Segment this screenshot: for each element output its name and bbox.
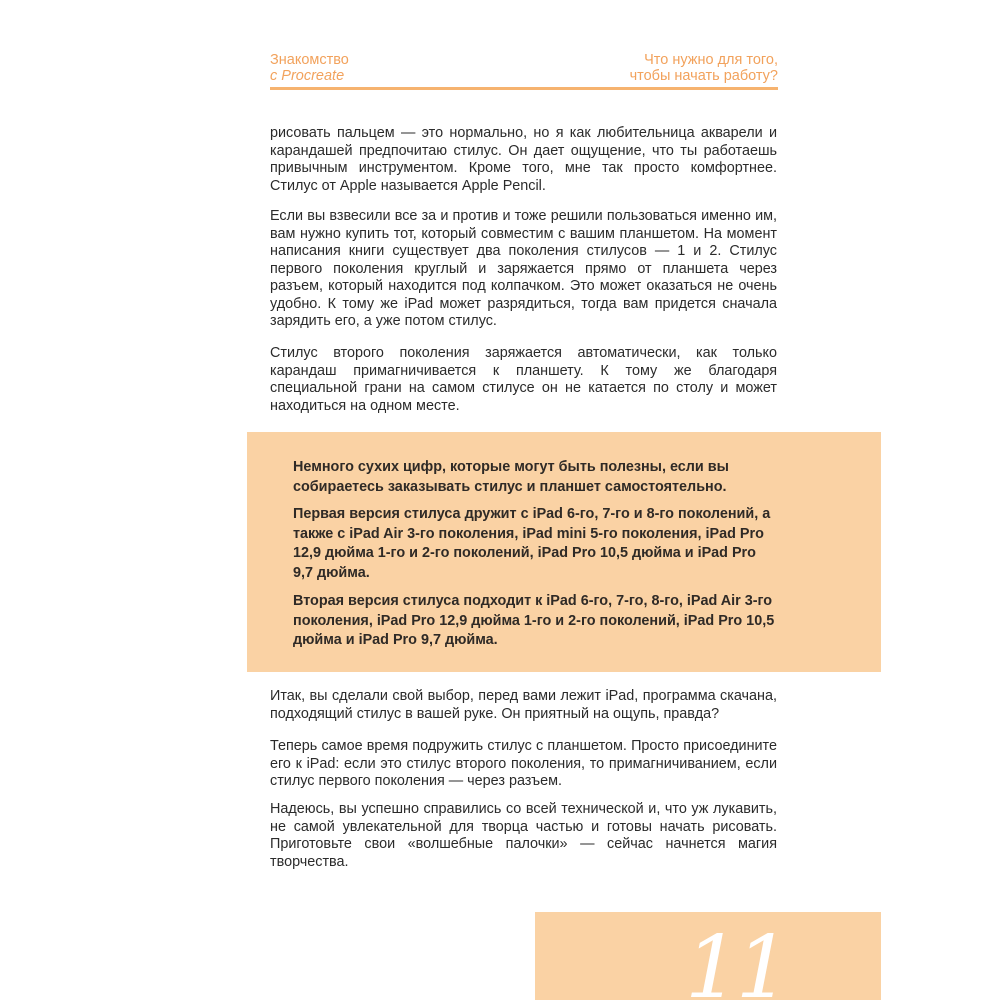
- section-title-line2: с Procreate: [270, 68, 345, 84]
- closing-paragraph-2: [270, 738, 777, 791]
- closing-paragraph-3: [270, 801, 777, 871]
- paragraph-text: рисовать пальцем — это нормально, но я как любительница акварели и карандашей предпочитаю стилус. Он дает ощущение, что ты работаешь привычным инструментом. Кроме того, мне так просто комфортнее. Стилус от Apple называется Apple Pencil.: [270, 125, 777, 194]
- callout-text: Немного сухих цифр, которые могут быть полезны, если вы собираетесь заказывать стилус и планшет самостоятельно.: [293, 459, 729, 495]
- running-header-section: [270, 52, 510, 84]
- page-number: 11: [685, 918, 787, 1000]
- paragraph-text: Теперь самое время подружить стилус с планшетом. Просто присоедините его к iPad: если это стилус второго поколения, то примагничиванием, если стилус первого поколения — через разъем.: [270, 738, 777, 789]
- body-paragraph-1: [270, 125, 777, 195]
- page-number-tab: [535, 912, 881, 1000]
- section-title-line1: Знакомство: [270, 52, 349, 68]
- running-header-chapter: [520, 52, 778, 84]
- paragraph-text: Если вы взвесили все за и против и тоже решили пользоваться именно им, вам нужно купить тот, который совместим с вашим планшетом. На момент написания книги существует два поколения стилусов — 1 и 2. Стилус первого поколения круглый и заряжается прямо от планшета через разъем, который находится под колпачком. Это может оказаться не очень удобно. К тому же iPad может разрядиться, тогда вам придется сначала зарядить его, а уже потом стилус.: [270, 208, 777, 329]
- callout-text: Первая версия стилуса дружит с iPad 6-го, 7-го и 8-го поколений, а также с iPad Air 3-го поколения, iPad mini 5-го поколения, iPad Pro 12,9 дюйма 1-го и 2-го поколений, iPad Pro 10,5 дюйма и iPad Pro 9,7 дюйма.: [293, 506, 771, 581]
- body-paragraph-3: [270, 345, 777, 415]
- body-paragraph-2: [270, 208, 777, 331]
- paragraph-text: Стилус второго поколения заряжается автоматически, как только карандаш примагничивается к планшету. К тому же благодаря специальной грани на самом стилусе он не катается по столу и может находиться на одном месте.: [270, 345, 777, 414]
- callout-text: Вторая версия стилуса подходит к iPad 6-го, 7-го, 8-го, iPad Air 3-го поколения, iPad Pro 12,9 дюйма 1-го и 2-го поколений, iPad Pro 10,5 дюйма и iPad Pro 9,7 дюйма.: [293, 593, 775, 648]
- chapter-title-line1: Что нужно для того,: [644, 52, 778, 68]
- chapter-title-line2: чтобы начать работу?: [629, 68, 778, 84]
- closing-paragraph-1: [270, 688, 777, 723]
- callout-paragraph-1: [293, 458, 777, 497]
- callout-paragraph-3: [293, 592, 777, 651]
- header-divider: [270, 87, 778, 90]
- paragraph-text: Итак, вы сделали свой выбор, перед вами лежит iPad, программа скачана, подходящий стилус в вашей руке. Он приятный на ощупь, правда?: [270, 688, 777, 722]
- paragraph-text: Надеюсь, вы успешно справились со всей технической и, что уж лукавить, не самой увлекательной для творца частью и готовы начать рисовать. Приготовьте свои «волшебные палочки» — сейчас начнется магия творчества.: [270, 801, 777, 870]
- callout-paragraph-2: [293, 505, 777, 583]
